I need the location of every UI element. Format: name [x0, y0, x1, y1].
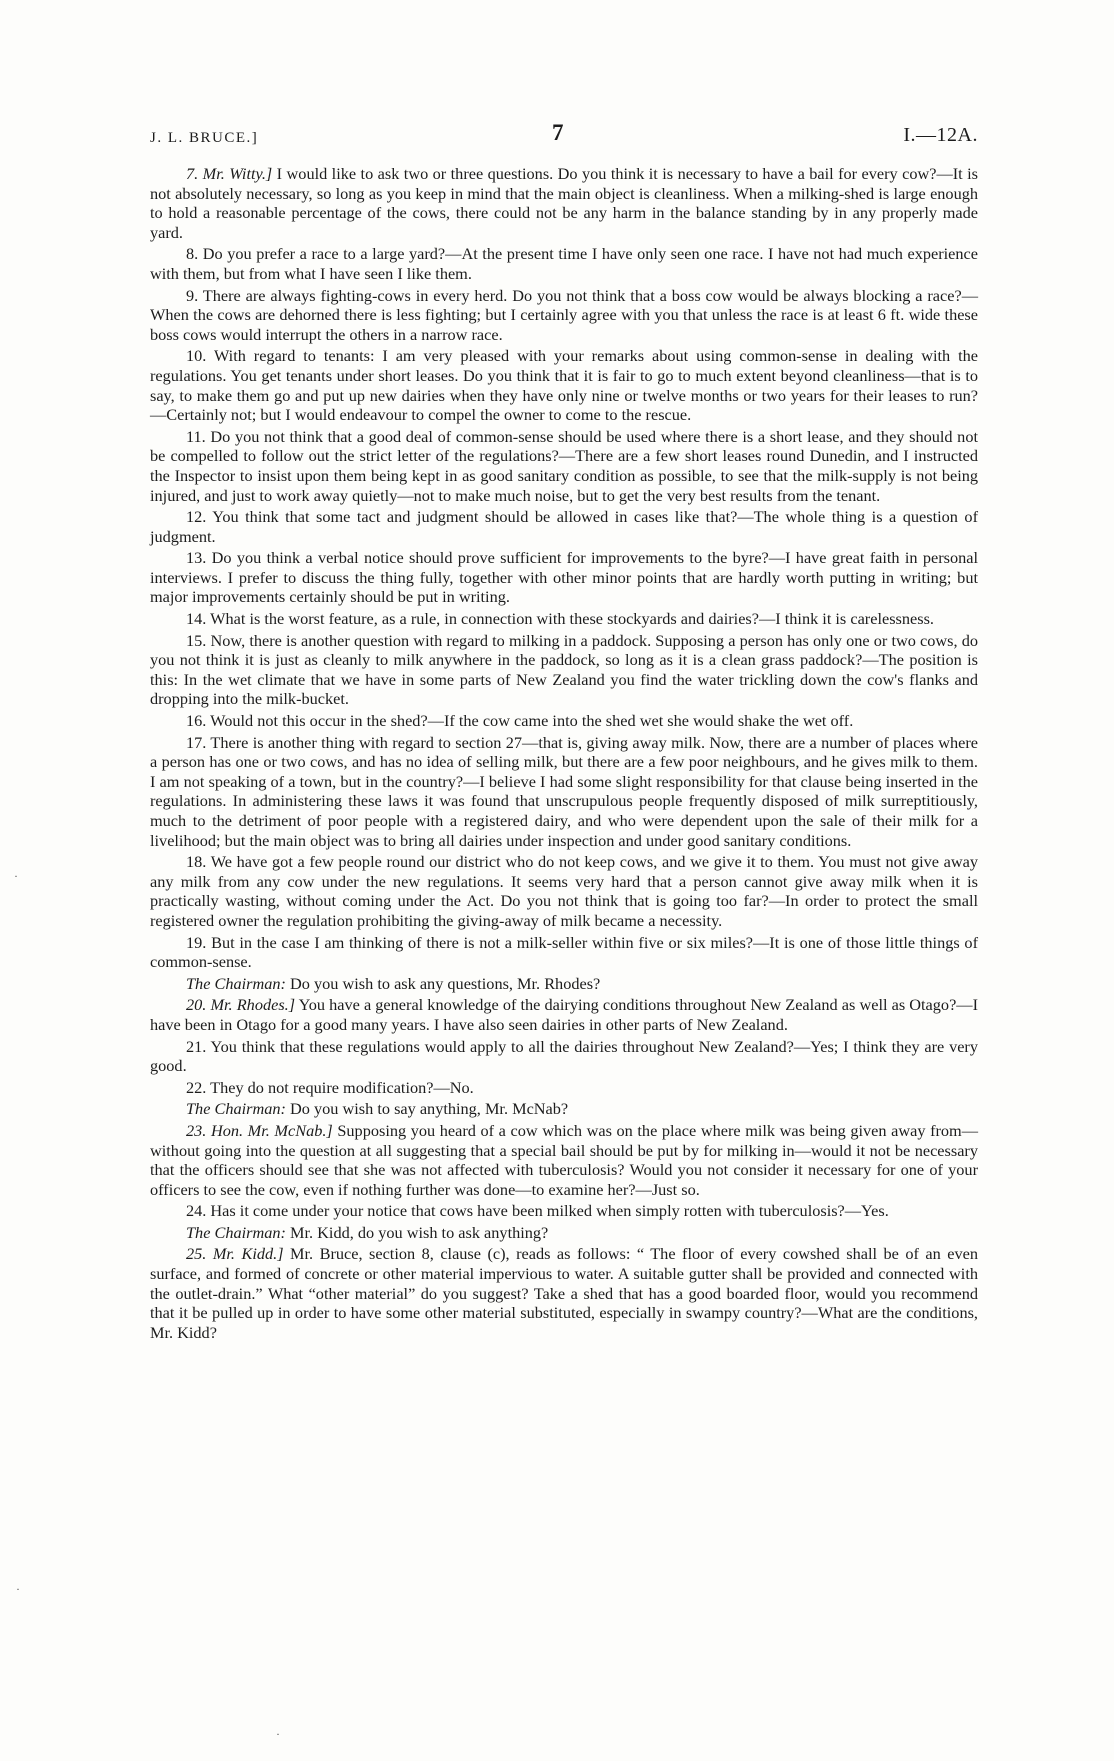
paragraph-text: 18. We have got a few people round our district who do not keep cows, and we give it to them. You must not give away any milk from any cow under the new regulations. It seems very hard that a person cannot give away milk when it is practically wasting, without coming under the Act. Do you not think that is going too far?—In order to protect the small registered owner the regulation prohibiting the giving-away of milk became a necessity. [150, 852, 978, 930]
paragraph-17 [150, 733, 978, 851]
paragraph-text: 17. There is another thing with regard to section 27—that is, giving away milk. Now, there are a number of places where a person has one or two cows, and has no idea of selling milk, but there are a few poor neighbours, and he gives milk to them. I am not speaking of a town, but in the country?—I believe I had some slight responsibility for that clause being inserted in the regulations. In administering these laws it was found that unscrupulous people frequently disposed of milk surreptitiously, much to the detriment of poor people with a registered dairy, and who were dependent upon the sale of their milk for a livelihood; but the main object was to bring all dairies under inspection and under good sanitary conditions. [150, 732, 978, 850]
scan-speck: · [276, 1727, 280, 1741]
paragraph-text: Mr. Bruce, section 8, clause (c), reads as follows: “ The floor of every cowshed shall be of an even surface, and formed of concrete or other material impervious to water. A suitable gutter shall be provided and connected with the outlet-drain.” What “other material” do you suggest? Take a shed that has a good boarded floor, would you recommend that it be pulled up in order to have some other material substituted, especially in swampy country?—What are the conditions, Mr. Kidd? [150, 1244, 978, 1342]
speaker: 23. Hon. Mr. McNab.] [186, 1120, 333, 1140]
header-witness-name: J. L. BRUCE.] [150, 130, 259, 146]
paragraph-9 [150, 286, 978, 345]
speaker: The Chairman: [186, 1099, 286, 1119]
speaker: 20. Mr. Rhodes.] [186, 995, 296, 1015]
paragraph-text: I would like to ask two or three questions. Do you think it is necessary to have a bail for every cow?—It is not absolutely necessary, so long as you keep in mind that the main object is cleanliness. When a milking-shed is large enough to hold a reasonable percentage of the cows, there could not be any harm in the balance standing by in any properly made yard. [150, 164, 979, 242]
paragraph-text: 11. Do you not think that a good deal of common-sense should be used where there is a short lease, and they should not be compelled to follow out the strict letter of the regulations?—There are a few short leases round Dunedin, and I instructed the Inspector to insist upon them being kept in as good sanitary condition as possible, to see that the milk-supply is not being injured, and just to work away quietly—not to make much noise, but to get the very best results from the tenant. [150, 426, 978, 505]
scan-speck: · [16, 1582, 20, 1596]
paragraph-text: 24. Has it come under your notice that cows have been milked when simply rotten with tuberculosis?—Yes. [186, 1201, 889, 1221]
speaker: The Chairman: [186, 973, 286, 993]
speaker: 25. Mr. Kidd.] [186, 1244, 284, 1264]
paragraph-text: 21. You think that these regulations would apply to all the dairies throughout New Zealand?—Yes; I think they are very good. [150, 1036, 978, 1076]
paragraph-text: Do you wish to ask any questions, Mr. Rhodes? [285, 973, 601, 993]
chairman-remark [150, 974, 978, 994]
paragraph-text: 8. Do you prefer a race to a large yard?—At the present time I have only seen one race. I have not had much experience with them, but from what I have seen I like them. [150, 244, 978, 283]
paragraph-15 [150, 631, 978, 709]
document-reference: I.—12A. [903, 124, 978, 146]
paragraph-22 [150, 1078, 978, 1098]
speaker: 7. Mr. Witty.] [186, 164, 273, 183]
paragraph-text: You have a general knowledge of the dairying conditions throughout New Zealand as well as Otago?—I have been in Otago for a good many years. I have also seen dairies in other parts of New Zealand. [150, 995, 978, 1034]
paragraph-18 [150, 852, 978, 930]
paragraph-text: 16. Would not this occur in the shed?—If the cow came into the shed wet she would shake the wet off. [186, 711, 854, 731]
paragraph-text: 12. You think that some tact and judgment should be allowed in cases like that?—The whole thing is a question of judgment. [150, 507, 978, 546]
page-number: 7 [552, 120, 564, 145]
paragraph-14 [150, 609, 978, 629]
paragraph-25 [150, 1244, 978, 1342]
paragraph-16 [150, 711, 978, 731]
paragraph-text: 10. With regard to tenants: I am very pleased with your remarks about using common-sense in dealing with the regulations. You get tenants under short leases. Do you think that it is fair to go to much extent beyond cleanliness—that is to say, to make them go and put up new dairies when they have only nine or twelve months or two years for their leases to run?—Certainly not; but I would endeavour to compel the owner to come to the rescue. [150, 346, 978, 425]
paragraph-20 [150, 995, 978, 1034]
page-header [150, 120, 978, 150]
paragraph-10 [150, 346, 978, 424]
paragraph-text: 13. Do you think a verbal notice should prove sufficient for improvements to the byre?—I have great faith in personal interviews. I prefer to discuss the thing fully, together with other minor points that are hardly worth putting in writing; but major improvements certainly should be put in writing. [150, 548, 978, 607]
paragraph-12 [150, 507, 978, 546]
paragraph-text: 15. Now, there is another question with regard to milking in a paddock. Supposing a person has only one or two cows, do you not think it is just as cleanly to milk anywhere in the paddock, so long as it is a clean grass paddock?—The position is this: In the wet climate that we have in some parts of New Zealand you find the water trickling down the cow's flanks and dropping into the milk-bucket. [150, 630, 978, 709]
paragraph-7 [150, 164, 978, 242]
paragraph-19 [150, 933, 978, 972]
paragraph-text: Mr. Kidd, do you wish to ask anything? [285, 1222, 549, 1242]
chairman-remark [150, 1223, 978, 1243]
paragraph-13 [150, 548, 978, 607]
paragraph-text: 9. There are always fighting-cows in every herd. Do you not think that a boss cow would be always blocking a race?—When the cows are dehorned there is less fighting; but I certainly agree with you that unless the race is at least 6 ft. wide these boss cows would interrupt the others in a narrow race. [150, 285, 978, 344]
scan-speck: · [14, 869, 18, 883]
paragraph-24 [150, 1201, 978, 1221]
paragraph-8 [150, 244, 978, 283]
speaker: The Chairman: [186, 1222, 286, 1242]
paragraph-21 [150, 1037, 978, 1076]
paragraph-text: 14. What is the worst feature, as a rule, in connection with these stockyards and dairies?—I think it is carelessness. [186, 609, 934, 629]
paragraph-text: 19. But in the case I am thinking of there is not a milk-seller within five or six miles?—It is one of those little things of common-sense. [150, 932, 978, 972]
paragraph-text: Supposing you heard of a cow which was on the place where milk was being given away from—without going into the question at all suggesting that a special bail should be put by for milking in—would it not be necessary that the officers should see that she was not affected with tuberculosis? Would you not consider it necessary for one of your officers to see the cow, even if nothing further was done—to examine her?—Just so. [150, 1120, 978, 1199]
paragraph-text: Do you wish to say anything, Mr. McNab? [285, 1099, 569, 1119]
chairman-remark [150, 1099, 978, 1119]
paragraph-text: 22. They do not require modification?—No. [186, 1077, 474, 1097]
page-body [150, 164, 978, 1344]
paragraph-23 [150, 1121, 978, 1199]
paragraph-11 [150, 427, 978, 505]
